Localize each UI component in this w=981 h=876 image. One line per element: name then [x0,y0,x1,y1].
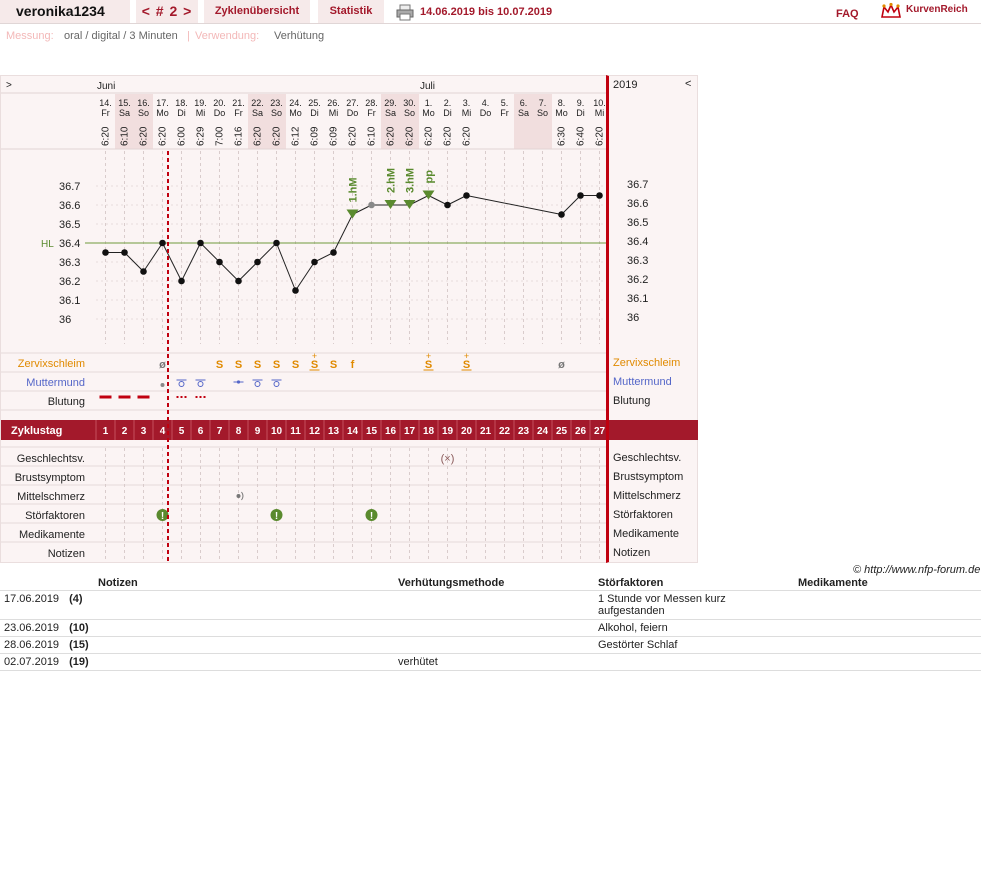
temperature-point [368,202,375,209]
year-label: 2019 [613,79,638,91]
cycle-day-number: 2 [121,426,128,437]
measure-time: 6:20 [594,126,606,146]
y-tick-label-right: 36.1 [627,293,649,305]
day-number: 4. [481,98,490,108]
verwendung-label: Verwendung: [195,30,260,42]
row-medikamente [794,591,981,620]
weekday-label: Di [177,108,186,118]
day-number: 16. [137,98,150,108]
row-date-value: 02.07.2019 [4,656,60,668]
row-stoer: 1 Stunde vor Messen kurz aufgestanden [594,591,794,620]
temperature-point [577,192,584,199]
weekday-label: Fr [234,108,243,118]
mittelschmerz-wave [242,492,244,500]
y-tick-label-right: 36.2 [627,274,649,286]
zervix-symbol: ø [159,359,166,371]
muttermund-symbol [255,382,260,387]
zyklustag-label: Zyklustag [11,425,63,437]
weekday-label: So [536,108,549,118]
disturbance-mark: ! [160,511,165,522]
y-tick-label-right: 36.4 [627,236,649,248]
row-method [394,637,594,654]
cycle-day-number: 21 [479,426,492,437]
temperature-segment [334,215,353,253]
temperature-point [463,192,470,199]
username[interactable]: veronika1234 [0,0,130,23]
zervix-plus: + [425,351,432,361]
day-number: 7. [538,98,547,108]
cycle-day-number: 13 [327,426,340,437]
disturbance-mark: ! [274,511,279,522]
zervix-symbol: S [253,359,262,371]
measure-time: 6:09 [309,126,321,146]
measure-time: 6:20 [385,126,397,146]
brand-name[interactable]: KurvenReich [906,4,968,15]
hl-label: HL [41,239,54,250]
measure-time: 6:12 [290,126,302,146]
zervix-symbol: S [329,359,338,371]
zervix-label: Zervixschleim [17,358,85,370]
measure-time: 6:20 [100,126,112,146]
cycle-day-number: 16 [384,426,397,437]
muttermund-symbol [179,382,184,387]
notes-row [0,654,981,671]
row-stoer [594,654,794,671]
weekday-label: Mo [555,108,568,118]
measure-time: 6:20 [461,126,473,146]
weekday-label: Do [213,108,226,118]
row-date-value: 17.06.2019 [4,593,60,605]
weekday-label: Sa [251,108,264,118]
day-number: 17. [156,98,169,108]
notes-table [0,576,981,671]
temperature-point [444,202,451,209]
messung-label: Messung: [6,30,54,42]
tab-cycle-overview[interactable]: Zyklenübersicht [204,0,310,23]
day-number: 26. [327,98,340,108]
zervix-symbol: ø [558,359,565,371]
y-tick-label-right: 36.5 [627,217,649,229]
disturbance-mark: ! [369,511,374,522]
weekday-label: Mo [289,108,302,118]
y-tick-label-right: 36.6 [627,198,649,210]
month-label: Juni [97,81,116,92]
cycle-day-number: 11 [290,426,301,437]
cycle-day-number: 19 [441,426,454,437]
temperature-point [311,259,318,266]
day-number: 15. [118,98,131,108]
notizen-label-right: Notizen [613,547,651,559]
measure-time: 7:00 [214,126,226,146]
cycle-day-number: 1 [102,426,109,437]
day-number: 20. [213,98,226,108]
weekday-label: Mo [156,108,169,118]
weekday-label: Fr [500,108,509,118]
measure-time: 6:20 [138,126,150,146]
faq-link[interactable]: FAQ [836,8,859,20]
weekday-label: So [270,108,283,118]
blutung-label: Blutung [47,396,85,408]
cycle-navigator[interactable]: < # 2 > [136,0,198,23]
muttermund-symbol [198,382,203,387]
notes-header-row [0,576,981,591]
geschlechtsv-label: Geschlechtsv. [16,453,85,465]
day-number: 27. [346,98,359,108]
notizen-label: Notizen [47,548,85,560]
medikamente-label-right: Medikamente [613,528,680,540]
temperature-point [102,249,109,256]
day-number: 25. [308,98,321,108]
measure-time: 6:00 [176,126,188,146]
muttermund-symbol [274,382,279,387]
separator: | [187,30,190,42]
row-cycle-day: (4) [69,593,83,605]
mittelschmerz-label: Mittelschmerz [17,491,85,503]
mittelschmerz-label-right: Mittelschmerz [613,490,681,502]
col-notes: Notizen [94,576,394,591]
zervix-symbol: S [215,359,224,371]
row-method [394,620,594,637]
row-date [0,637,394,654]
measure-time: 6:10 [366,126,378,146]
cycle-day-number: 25 [555,426,568,437]
day-number: 28. [365,98,378,108]
cycle-day-number: 12 [308,426,321,437]
day-number: 24. [289,98,302,108]
measure-time: 6:29 [195,126,207,146]
verwendung-value: Verhütung [274,30,325,42]
notes-row [0,637,981,654]
weekday-label: Di [443,108,452,118]
temperature-point [254,259,261,266]
measure-time: 6:20 [252,126,264,146]
muttermund-label: Muttermund [26,377,85,389]
day-number: 9. [576,98,585,108]
marker-label: 2.hM [385,167,398,193]
intercourse-icon: (×) [440,453,455,465]
weekday-label: So [137,108,150,118]
col-stoer: Störfaktoren [594,576,794,591]
row-date-value: 23.06.2019 [4,622,60,634]
temperature-point [216,259,223,266]
cycle-day-number: 14 [346,426,359,437]
row-date [0,591,394,620]
temperature-point [197,240,204,247]
measure-time: 6:20 [157,126,169,146]
zervix-plus: + [311,351,318,361]
zervix-symbol: S [291,359,300,371]
weekday-label: Mo [422,108,435,118]
cycle-day-number: 24 [536,426,549,437]
temperature-segment [258,243,277,262]
weekday-label: Fr [101,108,110,118]
notes-row [0,591,981,620]
temperature-segment [220,262,239,281]
measure-time: 6:16 [233,126,245,146]
weekday-label: Sa [517,108,530,118]
cycle-day-number: 9 [254,426,261,437]
y-tick-label-right: 36.3 [627,255,649,267]
cycle-day-number: 27 [593,426,606,437]
row-date [0,620,394,637]
weekday-label: Mi [328,108,339,118]
temperature-segment [201,243,220,262]
date-range: 14.06.2019 bis 10.07.2019 [420,6,553,18]
muttermund-symbol [161,383,165,387]
tab-statistics[interactable]: Statistik [318,0,384,23]
prev-arrow: > [6,80,12,91]
day-number: 8. [557,98,566,108]
weekday-label: Do [479,108,492,118]
row-medikamente [794,620,981,637]
temperature-point [273,240,280,247]
day-number: 22. [251,98,264,108]
temperature-segment [144,243,163,272]
weekday-label: Sa [118,108,131,118]
row-cycle-day: (19) [69,656,89,668]
crown-logo-icon [880,2,902,20]
temperature-marker [347,210,359,219]
measure-time: 6:20 [423,126,435,146]
cycle-day-number: 4 [159,426,166,437]
measure-time: 6:20 [442,126,454,146]
day-number: 5. [500,98,509,108]
zervix-plus: + [463,351,470,361]
weekday-label: Di [576,108,585,118]
temperature-segment [163,243,182,281]
cycle-day-number: 6 [197,426,204,437]
next-arrow[interactable]: < [685,78,692,90]
brust-label-right: Brustsymptom [613,471,684,483]
y-tick-label: 36.3 [59,257,81,269]
y-tick-label: 36.1 [59,295,81,307]
day-number: 14. [99,98,112,108]
day-number: 30. [403,98,416,108]
temperature-point [140,268,147,275]
weekday-label: So [403,108,416,118]
row-stoer: Gestörter Schlaf [594,637,794,654]
temperature-point [596,192,603,199]
day-number: 2. [443,98,452,108]
day-number: 21. [232,98,245,108]
right-panel [606,75,698,563]
row-cycle-day: (10) [69,622,89,634]
col-date [0,576,94,591]
temperature-point [159,240,166,247]
cycle-chart-svg [1,76,607,564]
messung-value: oral / digital / 3 Minuten [64,30,178,42]
cycle-day-number: 26 [574,426,587,437]
measure-time: 6:20 [271,126,283,146]
y-tick-label-right: 36.7 [627,179,649,191]
month-label: Juli [420,81,436,92]
top-bar [0,0,981,24]
row-stoer: Alkohol, feiern [594,620,794,637]
notes-row [0,620,981,637]
zyklustag-bar-right [609,420,698,440]
geschlechtsv-label-right: Geschlechtsv. [613,452,682,464]
row-date [0,654,394,671]
cycle-day-number: 7 [216,426,223,437]
blutung-label-right: Blutung [613,395,651,407]
measure-time: 6:20 [404,126,416,146]
weekday-label: Fr [367,108,376,118]
day-number: 1. [424,98,433,108]
y-tick-label: 36.2 [59,276,81,288]
cycle-day-number: 3 [140,426,147,437]
y-tick-label: 36.6 [59,200,81,212]
y-tick-label: 36.5 [59,219,81,231]
row-cycle-day: (15) [69,639,89,651]
temperature-point [558,211,565,218]
muttermund-label-right: Muttermund [613,376,672,388]
col-method: Verhütungsmethode [394,576,594,591]
temperature-point [178,278,185,285]
row-method [394,591,594,620]
measure-time: 6:30 [556,126,568,146]
marker-label: 3.hM [404,167,417,193]
row-medikamente [794,637,981,654]
cycle-day-number: 22 [498,426,511,437]
weekday-label: Do [346,108,359,118]
temperature-point [235,278,242,285]
cycle-chart [0,75,698,563]
cycle-day-number: 20 [460,426,473,437]
weekday-label: Sa [384,108,397,118]
muttermund-dot [237,380,240,383]
weekday-label: Mi [195,108,206,118]
col-medikamente: Medikamente [794,576,981,591]
zervix-symbol: S [424,359,433,371]
cycle-day-number: 5 [178,426,185,437]
cycle-day-number: 23 [517,426,530,437]
medikamente-label: Medikamente [18,529,85,541]
stoer-label: Störfaktoren [25,510,85,522]
temperature-segment [239,262,258,281]
zyklustag-bar [1,420,607,440]
y-tick-label: 36 [59,314,72,326]
measure-time: 6:40 [575,126,587,146]
zervix-symbol: f [350,359,355,371]
row-date-value: 28.06.2019 [4,639,60,651]
zervix-symbol: S [462,359,471,371]
day-number: 6. [519,98,528,108]
measure-time: 6:20 [347,126,359,146]
cycle-day-number: 17 [403,426,416,437]
zervix-symbol: S [272,359,281,371]
cycle-day-number: 15 [365,426,378,437]
cycle-day-number: 8 [235,426,242,437]
y-tick-label: 36.7 [59,181,81,193]
temperature-segment [296,262,315,291]
zervix-label-right: Zervixschleim [613,357,681,369]
weekday-label: Mi [594,108,605,118]
row-method: verhütet [394,654,594,671]
marker-label: 1.hM [347,177,360,203]
temperature-point [330,249,337,256]
measure-time: 6:10 [119,126,131,146]
zervix-symbol: S [234,359,243,371]
zervix-symbol: S [310,359,319,371]
stoer-label-right: Störfaktoren [613,509,673,521]
marker-label: pp [423,170,436,184]
day-number: 29. [384,98,397,108]
row-medikamente [794,654,981,671]
brust-label: Brustsymptom [14,472,85,484]
day-number: 19. [194,98,207,108]
printer-icon[interactable] [396,3,414,21]
cycle-day-number: 18 [422,426,435,437]
y-tick-label-right: 36 [627,312,640,324]
temperature-segment [277,243,296,291]
weekday-label: Di [310,108,319,118]
day-number: 3. [462,98,471,108]
day-number: 23. [270,98,283,108]
day-number: 18. [175,98,188,108]
y-tick-label: 36.4 [59,238,81,250]
copyright: © http://www.nfp-forum.de [853,564,981,576]
day-number: 10. [593,98,606,108]
temperature-point [292,287,299,294]
mittelschmerz-icon [237,494,241,498]
weekday-label: Mi [461,108,472,118]
cycle-day-number: 10 [270,426,283,437]
measure-time: 6:09 [328,126,340,146]
temperature-point [121,249,128,256]
